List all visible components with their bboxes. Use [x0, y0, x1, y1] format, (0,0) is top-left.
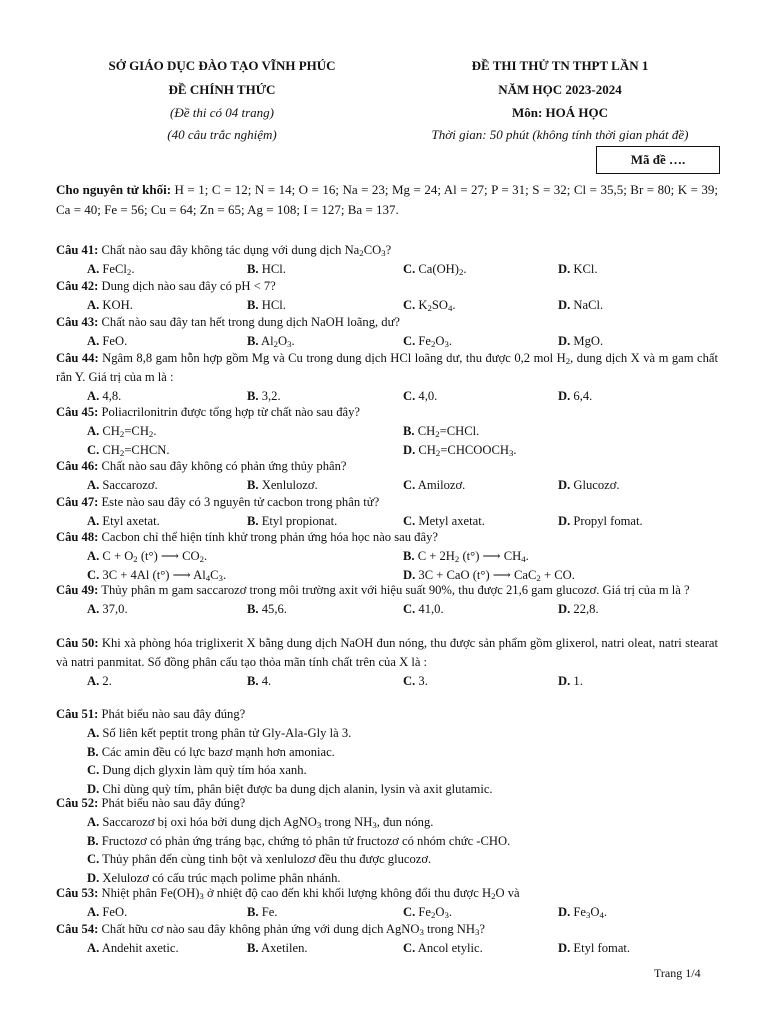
option-d: D. Chỉ dùng quỳ tím, phân biệt được ba dung dịch alanin, lysin và axit glutamic. [87, 782, 493, 797]
exam-title: ĐỀ THI THỬ TN THPT LẦN 1 [471, 58, 649, 73]
question-46 [56, 457, 718, 495]
question-number: Câu 43: [56, 315, 99, 329]
option-a: A. FeCl$_2$. [87, 261, 135, 277]
atomic-masses-label: Cho nguyên tử khối: [56, 182, 172, 197]
question-stem: Nhiệt phân $Fe(OH)_3$ ở nhiệt độ cao đến khi khối lượng không đổi thu được $H_2O$ và [98, 886, 520, 901]
option-c: C. Dung dịch glyxin làm quỳ tím hóa xanh. [87, 763, 307, 778]
question-number: Câu 47: [56, 495, 99, 509]
question-stem: Thủy phân m gam saccarozơ trong môi trường axit với hiệu suất 90%, thu được 21,6 gam glucozơ. Giá trị của m là ? [98, 583, 690, 597]
option-b: B. HCl. [247, 261, 286, 276]
question-stem: Phát biểu nào sau đây đúng? [98, 796, 246, 810]
question-number: Câu 41: [56, 243, 99, 257]
option-b: B. Fe. [247, 904, 278, 919]
question-stem: Este nào sau đây có 3 nguyên tử cacbon trong phân tử? [98, 495, 380, 509]
question-number: Câu 53: [56, 886, 99, 900]
question-number: Câu 54: [56, 922, 99, 936]
option-b: B. Axetilen. [247, 940, 308, 955]
question-stem: Chất nào sau đây tan hết trong dung dịch NaOH loãng, dư? [98, 315, 401, 329]
question-45 [56, 403, 718, 459]
option-d: D. Etyl fomat. [558, 940, 631, 955]
option-c: C. Amilozơ. [403, 477, 466, 492]
option-a: A. $C + O_2$ (t°) ⟶ $CO_2$. [87, 548, 208, 564]
option-b: B. Fructozơ có phản ứng tráng bạc, chứng tỏ phân tử fructozơ có nhóm chức -CHO. [87, 833, 511, 848]
question-41 [56, 241, 718, 279]
question-stem: Chất nào sau đây không có phản ứng thủy phân? [98, 459, 347, 473]
option-c: C. 3. [403, 673, 428, 688]
option-d: D. $CH_2=CHCOOCH_3$. [403, 442, 517, 458]
option-d: D. KCl. [558, 261, 598, 276]
question-43 [56, 313, 718, 351]
school-department: SỞ GIÁO DỤC ĐÀO TẠO VĨNH PHÚC [108, 58, 336, 73]
option-b: B. HCl. [247, 297, 286, 312]
subject: Môn: HOÁ HỌC [511, 105, 609, 120]
option-b: B. 45,6. [247, 601, 287, 616]
question-50 [56, 634, 718, 690]
option-c: C. 41,0. [403, 601, 444, 616]
question-number: Câu 51: [56, 707, 99, 721]
option-a: A. 2. [87, 673, 112, 688]
option-b: B. $C + 2H_2$ (t°) ⟶ $CH_4$. [403, 548, 529, 564]
option-d: D. NaCl. [558, 297, 604, 312]
option-a: A. Saccarozơ. [87, 477, 158, 492]
question-52 [56, 794, 718, 888]
option-c: C. Ancol etylic. [403, 940, 483, 955]
option-b: B. Etyl propionat. [247, 513, 338, 528]
option-b: B. Các amin đều có lực bazơ mạnh hơn amoniac. [87, 744, 335, 759]
option-c: C. Metyl axetat. [403, 513, 485, 528]
question-stem: Chất nào sau đây không tác dụng với dung dịch $Na_2CO_3$? [98, 243, 392, 258]
question-49 [56, 581, 718, 619]
question-48 [56, 528, 718, 584]
question-number: Câu 49: [56, 583, 99, 597]
option-b: B. 4. [247, 673, 272, 688]
option-d: D. $Fe_3O_4$. [558, 904, 608, 920]
option-a: A. 4,8. [87, 388, 122, 403]
option-d: D. 1. [558, 673, 583, 688]
option-a: A. FeO. [87, 904, 128, 919]
option-b: B. $CH_2=CHCl$. [403, 423, 480, 439]
page-number: Trang 1/4 [654, 966, 701, 980]
option-b: B. 3,2. [247, 388, 281, 403]
option-c: C. 4,0. [403, 388, 438, 403]
option-c: C. $Fe_2O_3$. [403, 904, 453, 920]
question-stem: Phát biểu nào sau đây đúng? [98, 707, 246, 721]
exam-code-box: Mã đề …. [596, 146, 720, 174]
option-b: B. $Al_2O_3$. [247, 333, 295, 349]
option-d: D. 22,8. [558, 601, 599, 616]
question-42 [56, 277, 718, 315]
question-number: Câu 52: [56, 796, 99, 810]
option-a: A. FeO. [87, 333, 128, 348]
question-stem: Poliacrilonitrin được tổng hợp từ chất nào sau đây? [98, 405, 360, 419]
question-stem: Khi xà phòng hóa triglixerit X bằng dung dịch NaOH đun nóng, thu được sản phẩm gồm glixerol, natri oleat, natri stearat và natri panmitat. Số đồng phân cấu tạo thỏa mãn tính chất trên của X là : [56, 636, 718, 669]
page-count-note: (Đề thi có 04 trang) [170, 105, 274, 120]
question-stem: Cacbon chỉ thể hiện tính khử trong phản ứng hóa học nào sau đây? [98, 530, 438, 544]
school-year: NĂM HỌC 2023-2024 [498, 82, 622, 97]
question-stem: Chất hữu cơ nào sau đây không phản ứng với dung dịch AgNO$_3$ trong $NH_3$? [98, 922, 485, 937]
option-d: D. 3C + CaO (t°) ⟶ CaC$_2$ + CO. [403, 567, 575, 583]
option-a: A. KOH. [87, 297, 133, 312]
atomic-masses-values: H = 1; C = 12; N = 14; O = 16; Na = 23; Mg = 24; Al = 27; P = 31; S = 32; Cl = 35,5; Br = 80; K = 39; Ca = 40; Fe = 56; Cu = 64; Zn = 65; Ag = 108; I = 127; Ba = 137. [56, 182, 718, 217]
option-a: A. Etyl axetat. [87, 513, 160, 528]
option-d: D. Glucozơ. [558, 477, 620, 492]
question-47 [56, 493, 718, 531]
question-53 [56, 884, 718, 922]
question-54 [56, 920, 718, 958]
question-count-note: (40 câu trắc nghiệm) [167, 127, 277, 142]
question-number: Câu 44: [56, 351, 99, 365]
question-number: Câu 50: [56, 636, 99, 650]
option-d: D. Xelulozơ có cấu trúc mạch polime phân nhánh. [87, 871, 341, 886]
question-stem: Dung dịch nào sau đây có pH < 7? [98, 279, 276, 293]
question-number: Câu 42: [56, 279, 99, 293]
question-number: Câu 45: [56, 405, 99, 419]
option-c: C. $Ca(OH)_2$. [403, 261, 467, 277]
option-d: D. Propyl fomat. [558, 513, 643, 528]
question-stem: Ngâm 8,8 gam hỗn hợp gồm Mg và Cu trong dung dịch HCl loãng dư, thu được 0,2 mol $H_2$, dung dịch X và m gam chất rắn Y. Giá trị của m là : [56, 351, 718, 384]
question-44 [56, 349, 718, 405]
option-c: C. $Fe_2O_3$. [403, 333, 453, 349]
official-exam-label: ĐỀ CHÍNH THỨC [168, 82, 276, 97]
option-d: D. 6,4. [558, 388, 593, 403]
option-a: A. $CH_2=CH_2$. [87, 423, 157, 439]
option-a: A. Andehit axetic. [87, 940, 179, 955]
atomic-masses [56, 180, 718, 220]
question-number: Câu 46: [56, 459, 99, 473]
option-b: B. Xenlulozơ. [247, 477, 318, 492]
option-c: C. Thủy phân đến cùng tinh bột và xenlulozơ đều thu được glucozơ. [87, 852, 432, 867]
question-number: Câu 48: [56, 530, 99, 544]
option-c: C. $K_2SO_4$. [403, 297, 456, 313]
option-c: C. 3C + 4Al (t°) ⟶ $Al_4C_3$. [87, 567, 227, 583]
option-a: A. Số liên kết peptit trong phân tử Gly-Ala-Gly là 3. [87, 725, 352, 740]
option-d: D. MgO. [558, 333, 604, 348]
question-51 [56, 705, 718, 799]
option-a: A. 37,0. [87, 601, 128, 616]
option-c: C. $CH_2=CHCN$. [87, 442, 170, 458]
option-a: A. Saccarozơ bị oxi hóa bởi dung dịch AgNO$_3$ trong $NH_3$, đun nóng. [87, 814, 434, 830]
time-allowed: Thời gian: 50 phút (không tính thời gian phát đề) [431, 127, 689, 142]
